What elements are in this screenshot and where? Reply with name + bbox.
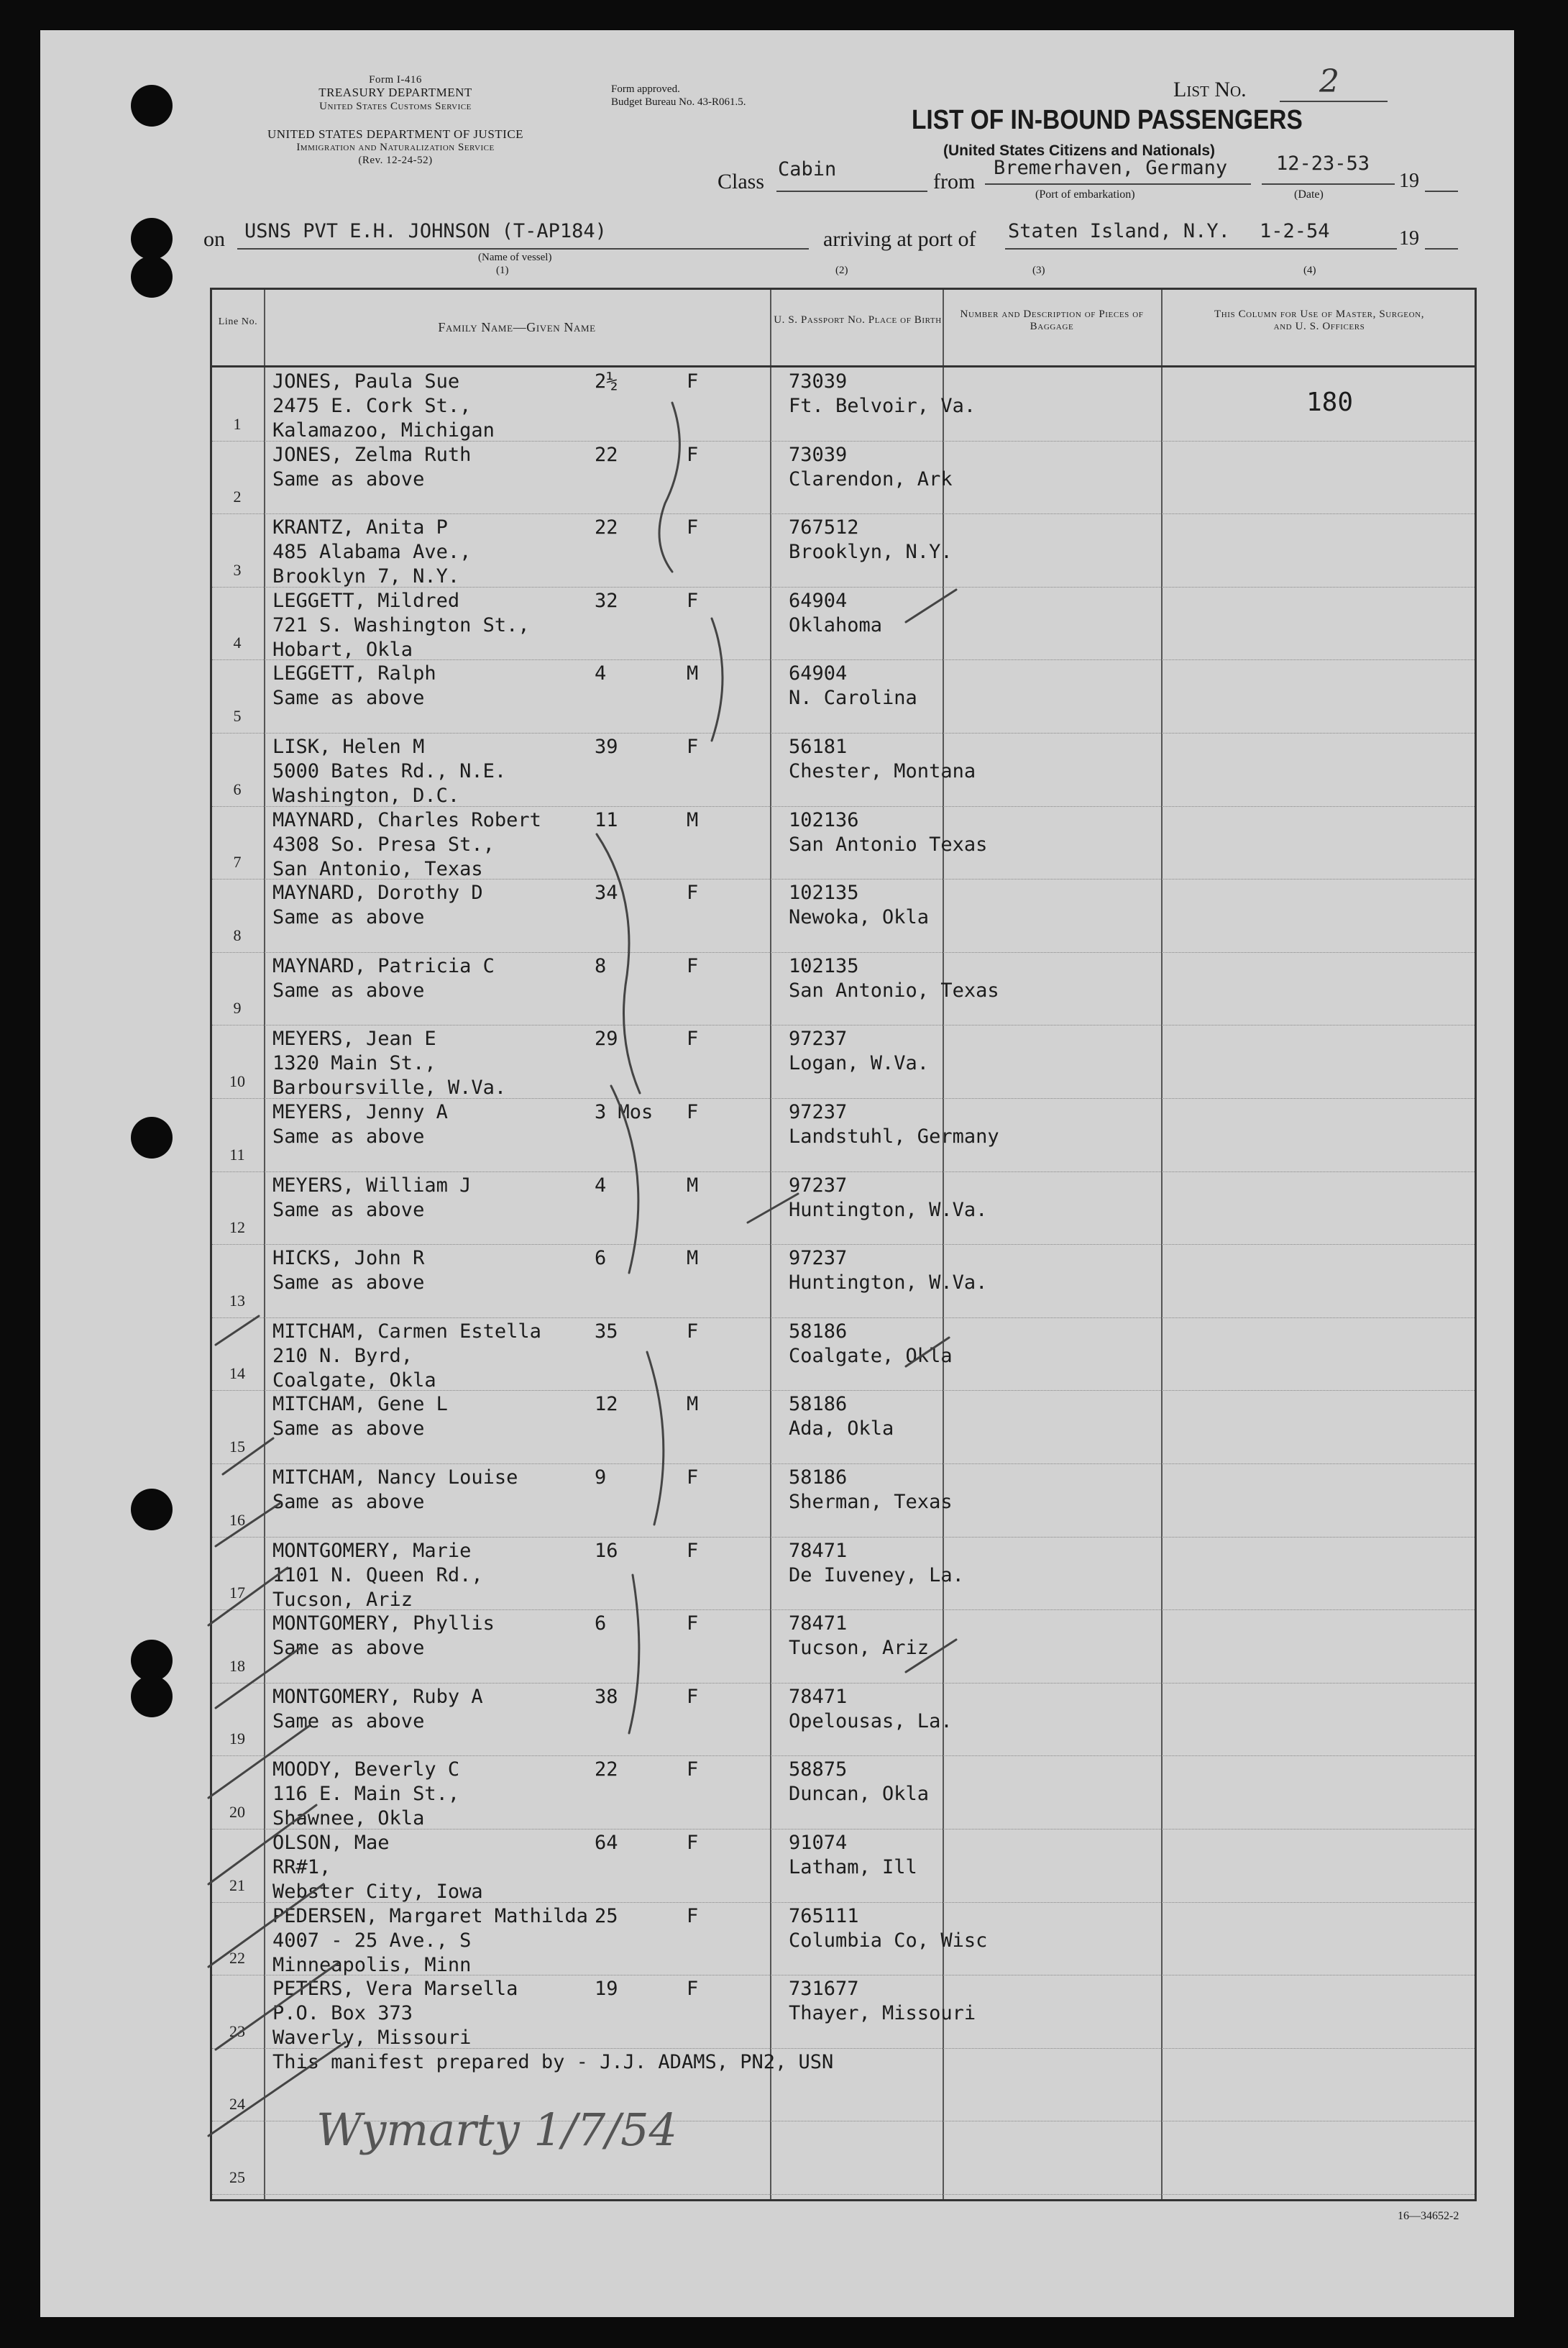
arrival-port: Staten Island, N.Y. — [1008, 220, 1230, 242]
passenger-address-2: Minneapolis, Minn — [272, 1953, 472, 1976]
passport-number: 97237 — [789, 1101, 848, 1123]
date-caption: (Date) — [1294, 188, 1324, 201]
passenger-name: JONES, Paula Sue — [272, 370, 460, 393]
place-of-birth: Huntington, W.Va. — [789, 1198, 988, 1221]
handwritten-signature: Wymarty 1/7/54 — [316, 2103, 677, 2156]
line-number: 12 — [229, 1218, 245, 1237]
list-no-value: 2 — [1319, 63, 1339, 100]
year-suffix: 19 — [1399, 170, 1419, 192]
passenger-address-1: 4308 So. Presa St., — [272, 833, 495, 856]
passenger-name: MONTGOMERY, Phyllis — [272, 1612, 495, 1635]
passenger-age: 4 — [595, 662, 607, 685]
port-of-embarkation: Bremerhaven, Germany — [994, 157, 1228, 179]
passport-number: 58186 — [789, 1320, 848, 1343]
passport-number: 97237 — [789, 1174, 848, 1197]
tick-mark — [223, 1438, 273, 1474]
passenger-name: MAYNARD, Patricia C — [272, 954, 495, 977]
passenger-address-1: 116 E. Main St., — [272, 1783, 460, 1806]
passport-number: 102135 — [789, 954, 859, 977]
passenger-address-2: Barboursville, W.Va. — [272, 1077, 507, 1100]
place-of-birth: De Iuveney, La. — [789, 1563, 964, 1586]
place-of-birth: Thayer, Missouri — [789, 2002, 976, 2025]
passenger-name: LEGGETT, Ralph — [272, 662, 436, 685]
passenger-name: OLSON, Mae — [272, 1832, 390, 1854]
passenger-sex: M — [687, 1247, 699, 1270]
arriving-label: arriving at port of — [823, 227, 976, 251]
passenger-name: KRANTZ, Anita P — [272, 516, 448, 539]
form-revision: (Rev. 12-24-52) — [358, 155, 433, 166]
bracket-mark — [659, 403, 679, 572]
class-value: Cabin — [778, 158, 837, 181]
passport-number: 64904 — [789, 589, 848, 612]
passport-number: 765111 — [789, 1904, 859, 1927]
passenger-address-1: P.O. Box 373 — [272, 2002, 413, 2025]
place-of-birth: Logan, W.Va. — [789, 1052, 930, 1075]
list-no-label: List No. — [1173, 78, 1247, 101]
bracket-mark — [712, 618, 723, 741]
passenger-age: 6 — [595, 1612, 607, 1635]
line-number: 11 — [229, 1145, 245, 1164]
vessel-col-number: (1) — [496, 265, 509, 276]
passenger-name: MEYERS, William J — [272, 1174, 472, 1197]
place-of-birth: Sherman, Texas — [789, 1491, 953, 1513]
form-number: Form I-416 — [369, 74, 422, 86]
place-of-birth: Brooklyn, N.Y. — [789, 541, 953, 564]
line-number: 23 — [229, 2022, 245, 2040]
passenger-address-1: RR#1, — [272, 1856, 331, 1878]
line-number: 14 — [229, 1364, 245, 1383]
passenger-name: MITCHAM, Carmen Estella — [272, 1320, 541, 1343]
passenger-sex: F — [687, 1466, 699, 1489]
line-number: 1 — [233, 414, 242, 433]
passenger-sex: F — [687, 1685, 699, 1708]
tick-mark — [906, 1640, 956, 1672]
passenger-sex: F — [687, 1612, 699, 1635]
line-number: 3 — [233, 560, 242, 579]
passenger-age: 11 — [595, 808, 618, 831]
passenger-address-1: Same as above — [272, 906, 425, 929]
col-number-4: (4) — [1303, 265, 1316, 276]
passenger-address-1: Same as above — [272, 687, 425, 710]
passenger-age: 12 — [595, 1393, 618, 1416]
passport-number: 767512 — [789, 516, 859, 539]
passenger-address-1: Same as above — [272, 1198, 425, 1221]
place-of-birth: Duncan, Okla — [789, 1783, 930, 1806]
passenger-age: 9 — [595, 1466, 607, 1489]
footer-code: 16—34652-2 — [1398, 2210, 1459, 2222]
tick-mark — [216, 1963, 338, 2050]
tick-mark — [216, 1503, 280, 1546]
passenger-sex: F — [687, 370, 699, 393]
bracket-mark — [647, 1352, 664, 1525]
passenger-age: 34 — [595, 882, 618, 905]
passenger-sex: F — [687, 1758, 699, 1781]
passenger-age: 64 — [595, 1832, 618, 1854]
passport-number: 78471 — [789, 1612, 848, 1635]
passenger-address-1: 5000 Bates Rd., N.E. — [272, 760, 507, 782]
passenger-name: MAYNARD, Charles Robert — [272, 808, 541, 831]
passenger-address-1: Same as above — [272, 1709, 425, 1732]
passenger-age: 25 — [595, 1904, 618, 1927]
tick-mark — [748, 1194, 798, 1223]
tick-mark — [906, 1338, 949, 1366]
justice-dept: UNITED STATES DEPARTMENT OF JUSTICE — [267, 127, 524, 141]
col-number-2: (2) — [835, 265, 848, 276]
line-number: 25 — [229, 2168, 245, 2186]
passenger-sex: F — [687, 1978, 699, 2001]
port-caption: (Port of embarkation) — [1035, 188, 1135, 201]
passenger-address-1: Same as above — [272, 1637, 425, 1660]
passenger-name: MEYERS, Jean E — [272, 1028, 436, 1051]
passenger-age: 22 — [595, 1758, 618, 1781]
line-number: 17 — [229, 1584, 245, 1602]
tick-mark — [208, 1568, 288, 1625]
passport-number: 78471 — [789, 1539, 848, 1562]
passenger-sex: F — [687, 1539, 699, 1562]
passport-number: 73039 — [789, 370, 848, 393]
officer-code: 180 — [1306, 388, 1354, 417]
tick-mark — [208, 1884, 324, 1967]
line-number: 20 — [229, 1803, 245, 1821]
passenger-address-2: Washington, D.C. — [272, 785, 460, 807]
passport-number: 73039 — [789, 443, 848, 466]
passenger-age: 22 — [595, 443, 618, 466]
place-of-birth: Landstuhl, Germany — [789, 1125, 999, 1148]
col-header-line-no: Line No. — [218, 316, 258, 327]
passenger-age: 38 — [595, 1685, 618, 1708]
passenger-address-1: 485 Alabama Ave., — [272, 541, 472, 564]
col-header-passport: U. S. Passport No. Place of Birth — [774, 314, 942, 326]
passenger-sex: F — [687, 1832, 699, 1854]
passport-number: 731677 — [789, 1978, 859, 2001]
place-of-birth: Coalgate, Okla — [789, 1344, 953, 1367]
passenger-name: LEGGETT, Mildred — [272, 589, 460, 612]
passport-number: 58186 — [789, 1393, 848, 1416]
place-of-birth: Tucson, Ariz — [789, 1637, 930, 1660]
bracket-mark — [597, 834, 640, 1093]
passenger-name: MITCHAM, Nancy Louise — [272, 1466, 518, 1489]
budget-bureau: Budget Bureau No. 43-R061.5. — [611, 96, 746, 108]
place-of-birth: Opelousas, La. — [789, 1709, 953, 1732]
tick-mark — [216, 1316, 259, 1345]
col-header-officers: This Column for Use of Master, Surgeon, and U. S. Officers — [1214, 309, 1425, 332]
passenger-sex: F — [687, 1101, 699, 1123]
passport-number: 56181 — [789, 736, 848, 758]
place-of-birth: Ft. Belvoir, Va. — [789, 395, 976, 417]
passenger-address-1: 4007 - 25 Ave., S — [272, 1929, 472, 1952]
passenger-name: This manifest prepared by - J.J. ADAMS, PN2, USN — [272, 2050, 834, 2073]
passenger-age: 6 — [595, 1247, 607, 1270]
passenger-age: 16 — [595, 1539, 618, 1562]
passenger-address-1: 2475 E. Cork St., — [272, 395, 472, 417]
passenger-name: MEYERS, Jenny A — [272, 1101, 448, 1123]
passenger-address-2: Kalamazoo, Michigan — [272, 419, 495, 442]
line-number: 10 — [229, 1072, 245, 1090]
passport-number: 102135 — [789, 882, 859, 905]
passenger-name: MAYNARD, Dorothy D — [272, 882, 483, 905]
bracket-mark — [629, 1575, 639, 1733]
passport-number: 102136 — [789, 808, 859, 831]
passenger-name: PETERS, Vera Marsella — [272, 1978, 518, 2001]
passenger-address-1: Same as above — [272, 979, 425, 1002]
vessel-caption: (Name of vessel) — [478, 252, 552, 263]
passport-number: 97237 — [789, 1028, 848, 1051]
passenger-age: 39 — [595, 736, 618, 758]
customs-service: United States Customs Service — [319, 101, 472, 112]
ins-service: Immigration and Naturalization Service — [296, 142, 495, 153]
passenger-name: LISK, Helen M — [272, 736, 425, 758]
line-number: 18 — [229, 1656, 245, 1675]
tick-mark — [208, 1805, 316, 1884]
class-label: Class — [717, 170, 765, 193]
passenger-address-2: Waverly, Missouri — [272, 2027, 472, 2050]
place-of-birth: Newoka, Okla — [789, 906, 930, 929]
passenger-sex: F — [687, 443, 699, 466]
passenger-sex: F — [687, 589, 699, 612]
passenger-age: 22 — [595, 516, 618, 539]
passenger-sex: F — [687, 954, 699, 977]
passport-number: 78471 — [789, 1685, 848, 1708]
vessel-name: USNS PVT E.H. JOHNSON (T-AP184) — [244, 220, 607, 242]
passenger-age: 35 — [595, 1320, 618, 1343]
col-number-3: (3) — [1032, 265, 1045, 276]
passenger-sex: M — [687, 662, 699, 685]
passenger-address-2: Hobart, Okla — [272, 638, 413, 661]
place-of-birth: Ada, Okla — [789, 1417, 894, 1440]
passenger-name: MONTGOMERY, Marie — [272, 1539, 472, 1562]
line-number: 5 — [233, 707, 242, 725]
passenger-age: 2½ — [595, 370, 618, 393]
line-number: 7 — [233, 853, 242, 872]
line-number: 13 — [229, 1291, 245, 1310]
place-of-birth: Columbia Co, Wisc — [789, 1929, 988, 1952]
place-of-birth: N. Carolina — [789, 687, 917, 710]
place-of-birth: Chester, Montana — [789, 760, 976, 782]
passenger-age: 19 — [595, 1978, 618, 2001]
line-number: 6 — [233, 780, 242, 798]
passenger-address-1: Same as above — [272, 1271, 425, 1294]
passport-number: 97237 — [789, 1247, 848, 1270]
col-header-baggage: Number and Description of Pieces of Baggage — [960, 309, 1144, 332]
passenger-sex: M — [687, 1174, 699, 1197]
bracket-mark — [611, 1086, 638, 1273]
passport-number: 58875 — [789, 1758, 848, 1781]
passenger-sex: F — [687, 516, 699, 539]
line-number: 8 — [233, 926, 242, 944]
passenger-address-1: Same as above — [272, 1491, 425, 1513]
passenger-address-2: Tucson, Ariz — [272, 1588, 413, 1611]
line-number: 21 — [229, 1876, 245, 1894]
line-number: 22 — [229, 1949, 245, 1968]
passenger-address-1: Same as above — [272, 1417, 425, 1440]
passenger-address-1: 1320 Main St., — [272, 1052, 436, 1075]
passenger-address-1: 210 N. Byrd, — [272, 1344, 413, 1367]
embark-date: 12-23-53 — [1276, 152, 1370, 175]
line-number: 16 — [229, 1510, 245, 1529]
passenger-name: MOODY, Beverly C — [272, 1758, 460, 1781]
place-of-birth: San Antonio, Texas — [789, 979, 999, 1002]
form-approved: Form approved. — [611, 83, 680, 95]
place-of-birth: Clarendon, Ark — [789, 467, 953, 490]
passenger-address-2: Webster City, Iowa — [272, 1881, 483, 1903]
on-label: on — [203, 227, 225, 251]
passenger-name: MITCHAM, Gene L — [272, 1393, 448, 1416]
arrival-date: 1-2-54 — [1260, 220, 1330, 242]
passenger-sex: F — [687, 882, 699, 905]
passenger-sex: F — [687, 1320, 699, 1343]
passenger-address-2: San Antonio, Texas — [272, 857, 483, 880]
place-of-birth: Huntington, W.Va. — [789, 1271, 988, 1294]
tick-mark — [906, 590, 956, 622]
line-number: 15 — [229, 1438, 245, 1456]
passenger-age: 4 — [595, 1174, 607, 1197]
line-number: 2 — [233, 488, 242, 506]
passenger-sex: F — [687, 1904, 699, 1927]
passenger-name: MONTGOMERY, Ruby A — [272, 1685, 483, 1708]
passenger-sex: M — [687, 808, 699, 831]
treasury-dept: TREASURY DEPARTMENT — [318, 86, 472, 99]
manifest-title: LIST OF IN-BOUND PASSENGERS — [912, 105, 1303, 135]
passenger-name: HICKS, John R — [272, 1247, 425, 1270]
passport-number: 91074 — [789, 1832, 848, 1854]
passport-number: 58186 — [789, 1466, 848, 1489]
passenger-address-2: Shawnee, Okla — [272, 1807, 425, 1830]
line-number: 19 — [229, 1730, 245, 1748]
passenger-age: 3 Mos — [595, 1101, 654, 1123]
passenger-sex: F — [687, 736, 699, 758]
line-number: 9 — [233, 999, 242, 1018]
passenger-address-1: 1101 N. Queen Rd., — [272, 1563, 483, 1586]
col-header-name: Family Name—Given Name — [438, 320, 596, 334]
passenger-address-1: Same as above — [272, 1125, 425, 1148]
line-number: 24 — [229, 2095, 245, 2114]
passport-number: 64904 — [789, 662, 848, 685]
passenger-address-1: Same as above — [272, 467, 425, 490]
place-of-birth: Latham, Ill — [789, 1856, 917, 1878]
place-of-birth: San Antonio Texas — [789, 833, 988, 856]
passenger-address-2: Coalgate, Okla — [272, 1369, 436, 1392]
line-number: 4 — [233, 634, 242, 652]
place-of-birth: Oklahoma — [789, 613, 883, 636]
from-label: from — [933, 170, 976, 193]
passenger-address-2: Brooklyn 7, N.Y. — [272, 565, 460, 588]
manifest-subtitle: (United States Citizens and Nationals) — [943, 142, 1216, 159]
passenger-name: PEDERSEN, Margaret Mathilda — [272, 1904, 588, 1927]
passenger-age: 32 — [595, 589, 618, 612]
passenger-age: 8 — [595, 954, 607, 977]
passenger-address-1: 721 S. Washington St., — [272, 613, 530, 636]
passenger-sex: M — [687, 1393, 699, 1416]
tick-mark — [208, 1726, 309, 1798]
year-suffix-2: 19 — [1399, 227, 1419, 250]
passenger-name: JONES, Zelma Ruth — [272, 443, 472, 466]
tick-mark — [216, 1647, 302, 1708]
passenger-age: 29 — [595, 1028, 618, 1051]
passenger-sex: F — [687, 1028, 699, 1051]
